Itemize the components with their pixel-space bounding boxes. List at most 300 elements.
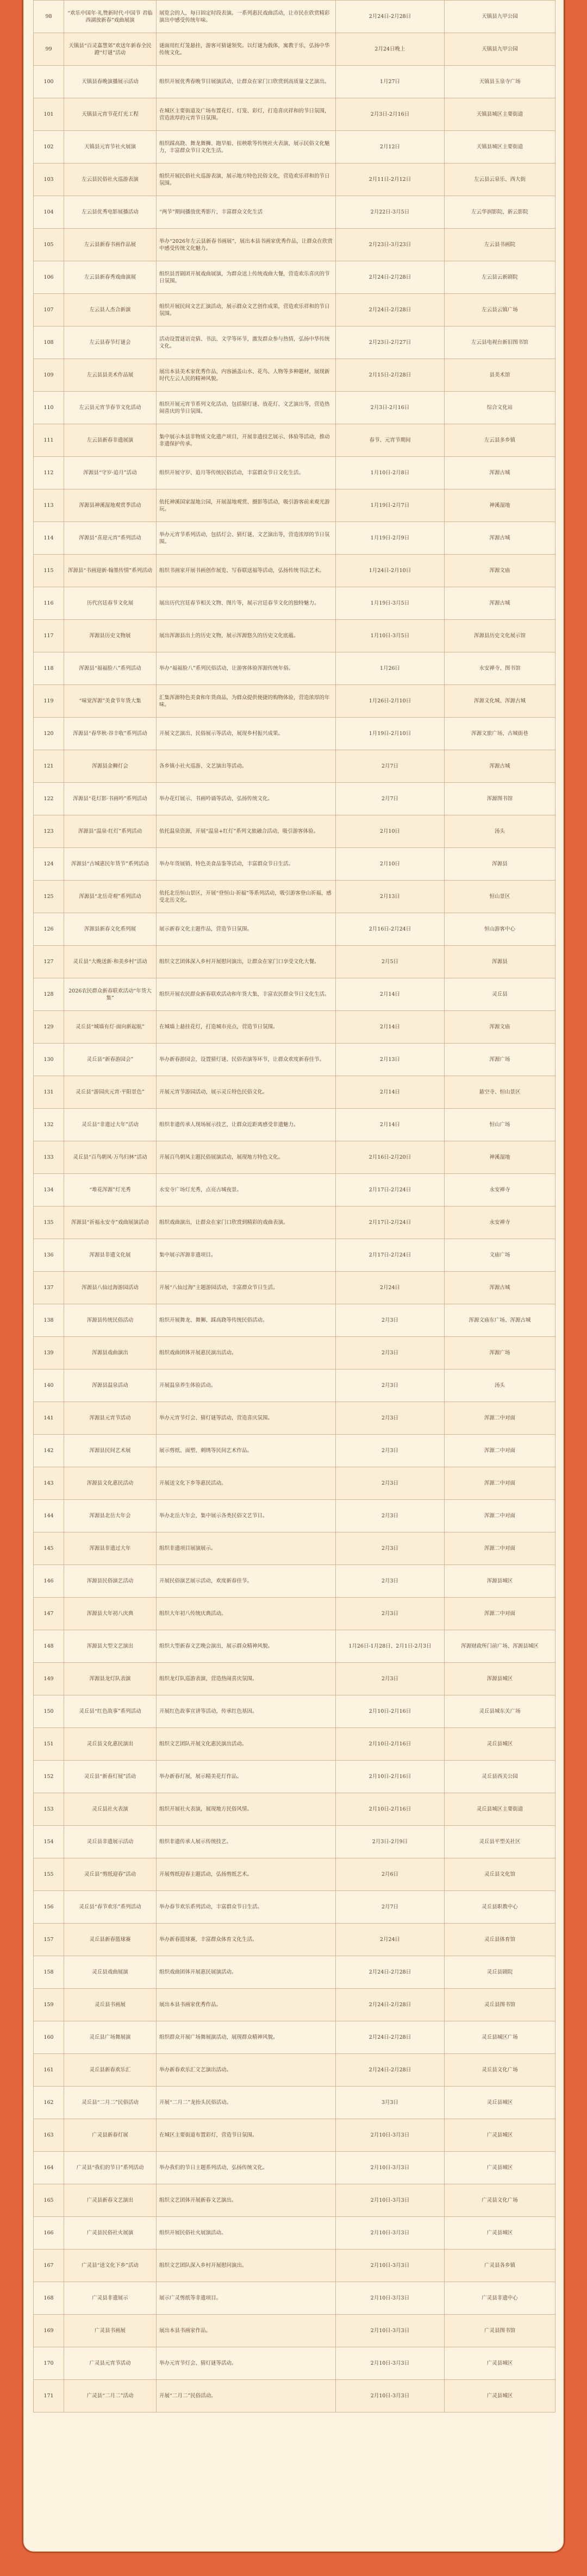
activity-name: 浑源县历史文物展 [64,620,157,652]
activity-time: 2月24日-2月28日 [336,1956,445,1989]
table-row [34,815,555,848]
activity-description: 开展民俗演艺展示活动，欢度新春佳节。 [157,1565,336,1598]
activity-name: 广灵县非遗展示 [64,2282,157,2315]
activity-time: 1月26日-2月10日 [336,685,445,718]
table-row [34,2119,555,2152]
activity-description: 组织文艺团队深入乡村开展慰问演出。 [157,2250,336,2282]
table-row [34,1109,555,1141]
activity-time: 2月3日 [336,1435,445,1467]
table-row [34,1858,555,1891]
activity-name: 左云县县美术作品展 [64,359,157,392]
activity-description: 在城区主要街道布置彩灯，营造节日氛围。 [157,2119,336,2152]
row-number: 142 [34,1435,64,1467]
row-number: 100 [34,66,64,98]
table-row [34,1044,555,1076]
activity-time: 2月3日 [336,1337,445,1369]
activity-name: 灵丘县书画展 [64,1989,157,2021]
row-number: 107 [34,294,64,326]
activity-time: 2月24日 [336,1272,445,1304]
table-row [34,1239,555,1272]
activity-time: 2月5日 [336,946,445,978]
table-row [34,620,555,652]
activity-name: 广灵县元宵节活动 [64,2347,157,2380]
activity-name: 浑源县民俗演艺活动 [64,1565,157,1598]
activity-time: 2月10日-3月3日 [336,2217,445,2250]
table-row [34,424,555,457]
activity-time: 2月14日 [336,1109,445,1141]
activity-name: 浑源县非遗文化展 [64,1239,157,1272]
activity-time: 1月26日 [336,652,445,685]
row-number: 108 [34,326,64,359]
activity-description: 各乡镇小社火巡游、文艺演出等活动。 [157,750,336,783]
activity-time: 2月10日-3月3日 [336,2250,445,2282]
activity-description: 开展送文化下乡等惠民活动。 [157,1467,336,1500]
activity-description: 举办元宵节灯会、猜灯谜等活动。 [157,2347,336,2380]
activity-place: 广灵县非遗中心 [445,2282,555,2315]
activity-description: 举办年货展销、特色美食品鉴等活动，丰富群众节日生活。 [157,848,336,881]
activity-description: 举办“2026年左云县新春书画展”，展出本县书画家优秀作品，让群众在欣赏中感受传统文化魅力。 [157,229,336,261]
activity-place: 浑源古城 [445,587,555,620]
activity-name: 广灵县“二月二”活动 [64,2380,157,2412]
activity-name: 灵丘县文化惠民演出 [64,1728,157,1761]
row-number: 157 [34,1924,64,1956]
activity-name: 浑源县“花灯影·书画吟”系列活动 [64,783,157,815]
activity-name: “欢乐中国年·礼赞新时代·中国节 君临西湖放新春”戏曲展演 [64,1,157,33]
activity-place: 天镇县九甲公园 [445,33,555,66]
table-row [34,1793,555,1826]
row-number: 154 [34,1826,64,1858]
row-number: 151 [34,1728,64,1761]
row-number: 129 [34,1011,64,1044]
row-number: 147 [34,1598,64,1630]
row-number: 148 [34,1630,64,1663]
activity-description: 组织开展守岁、追月等传统民俗活动，丰富群众节日文化生活。 [157,457,336,489]
row-number: 98 [34,1,64,33]
row-number: 127 [34,946,64,978]
table-row [34,1761,555,1793]
activity-time: 2月23日-2月27日 [336,326,445,359]
activity-place: 左云华润影院、新云影院 [445,196,555,229]
table-row [34,2087,555,2119]
table-row [34,1207,555,1239]
activity-name: 灵丘县“春节欢乐”系列活动 [64,1891,157,1924]
activity-time: 2月17日-2月24日 [336,1174,445,1207]
row-number: 144 [34,1500,64,1532]
activity-place: 广灵县各乡镇 [445,2250,555,2282]
activity-time: 2月17日-2月24日 [336,1207,445,1239]
activity-place: 神溪湿地 [445,1141,555,1174]
table-row [34,1500,555,1532]
row-number: 162 [34,2087,64,2119]
table-row [34,1141,555,1174]
activity-time: 2月12日 [336,131,445,164]
table-row [34,1369,555,1402]
activity-description: 开展剪纸迎春主题活动，弘扬剪纸艺术。 [157,1858,336,1891]
row-number: 105 [34,229,64,261]
activity-place: 灵丘县剧院 [445,1956,555,1989]
row-number: 170 [34,2347,64,2380]
table-row [34,2054,555,2087]
activity-description: 开展元宵节游园活动，展示灵丘特色民俗文化。 [157,1076,336,1109]
row-number: 114 [34,522,64,555]
activity-time: 2月3日 [336,1598,445,1630]
activity-time: 3月3日 [336,2087,445,2119]
activity-description: 组织戏曲演出，让群众在家门口欣赏到精彩的戏曲表演。 [157,1207,336,1239]
activity-time: 春节、元宵节期间 [336,424,445,457]
table-row [34,1,555,33]
activity-description: 开展“二月二”民俗活动。 [157,2380,336,2412]
activity-description: 展示新春文化主题作品，营造节日氛围。 [157,913,336,946]
activity-name: 广灵县新春文艺演出 [64,2184,157,2217]
activity-place: 左云县多乡镇 [445,424,555,457]
activity-time: 2月6日 [336,1858,445,1891]
activity-description: 组织文艺团体开展新春文艺演出。 [157,2184,336,2217]
activity-time: 2月3日-2月16日 [336,392,445,424]
table-row [34,294,555,326]
activity-time: 2月10日 [336,815,445,848]
activity-name: 浑源县文化惠民活动 [64,1467,157,1500]
activity-time: 2月10日-3月3日 [336,2380,445,2412]
activity-place: 浑源二中对面 [445,1467,555,1500]
activity-place: 广灵县城区 [445,2380,555,2412]
activity-description: 组织大型新春文艺晚会演出，展示群众精神风貌。 [157,1630,336,1663]
activity-time: 2月10日-3月3日 [336,2282,445,2315]
activity-place: 永安禅寺、图书馆 [445,652,555,685]
row-number: 106 [34,261,64,294]
activity-name: 灵丘县“百鸟朝凤·万鸟归林”活动 [64,1141,157,1174]
table-row [34,261,555,294]
table-row [34,2347,555,2380]
row-number: 109 [34,359,64,392]
activity-name: 浑源县金狮灯会 [64,750,157,783]
activity-description: 组织大年初八传统庆典活动。 [157,1598,336,1630]
activity-place: 天镇县玉泉寺广场 [445,66,555,98]
activity-description: 开展“八仙过海”主题游园活动，丰富群众节日生活。 [157,1272,336,1304]
activity-place: 恒山景区 [445,881,555,913]
row-number: 152 [34,1761,64,1793]
activity-place: 文庙广场 [445,1239,555,1272]
activity-place: 浑源县 [445,848,555,881]
activity-time: 2月10日-3月3日 [336,2152,445,2184]
activity-description: 举办新春游园会，设置猜灯谜、民俗表演等环节，让群众欢度新春佳节。 [157,1044,336,1076]
activity-name: 浑源县神溪湿地观赏季活动 [64,489,157,522]
row-number: 104 [34,196,64,229]
row-number: 113 [34,489,64,522]
row-number: 164 [34,2152,64,2184]
activity-description: 组织非遗传承人展示传统技艺。 [157,1826,336,1858]
table-row [34,1956,555,1989]
activity-time: 2月13日 [336,881,445,913]
activity-time: 1月27日 [336,66,445,98]
activity-name: 左云县新春非遗展演 [64,424,157,457]
activity-time: 2月15日-2月28日 [336,359,445,392]
activity-description: 展览会的人，每日固定时段表演。一系列惠民戏曲活动，让市民在欣赏精彩演出中感受传统年味。 [157,1,336,33]
row-number: 155 [34,1858,64,1891]
activity-name: 天镇县元宵节花灯光工程 [64,98,157,131]
activity-description: 举办北岳大年会，集中展示各类民俗文艺节目。 [157,1500,336,1532]
activity-description: 举办元宵节灯会、猜灯谜等活动，营造喜庆氛围。 [157,1402,336,1435]
activity-time: 2月10日-2月16日 [336,1793,445,1826]
activity-name: 左云县优秀电影展播活动 [64,196,157,229]
row-number: 110 [34,392,64,424]
activity-place: 广灵县文化广场 [445,2184,555,2217]
activity-place: 灵丘县职教中心 [445,1891,555,1924]
activity-place: 广灵县城区 [445,2119,555,2152]
activity-description: 组织踩高跷、舞龙舞狮、跑旱船、扭秧歌等传统社火表演，展示民俗文化魅力，丰富群众节日文化生活。 [157,131,336,164]
activity-place: 浑源文庙 [445,1011,555,1044]
activity-name: 浑源县民间艺术展 [64,1435,157,1467]
table-row [34,881,555,913]
activity-time: 2月10日-2月16日 [336,1761,445,1793]
row-number: 161 [34,2054,64,2087]
activity-place: 左云县书画院 [445,229,555,261]
row-number: 124 [34,848,64,881]
activity-name: 天镇县元宵节社火展演 [64,131,157,164]
table-row [34,2380,555,2412]
row-number: 163 [34,2119,64,2152]
activity-time: 2月24日-2月28日 [336,2054,445,2087]
activity-description: 举办新春欢乐汇文艺演出活动。 [157,2054,336,2087]
row-number: 137 [34,1272,64,1304]
table-row [34,1630,555,1663]
row-number: 167 [34,2250,64,2282]
activity-time: 2月24日-2月28日 [336,261,445,294]
activity-name: 灵丘县“非遗过大年”活动 [64,1109,157,1141]
table-row [34,1565,555,1598]
table-row [34,1728,555,1761]
activity-place: 灵丘县体育馆 [445,1924,555,1956]
activity-description: 组织文艺团体深入乡村开展慰问演出，让群众在家门口享受文化大餐。 [157,946,336,978]
activity-place: 浑源县城区 [445,1663,555,1695]
activity-time: 2月24日-2月28日 [336,2021,445,2054]
events-table [33,0,555,2412]
row-number: 139 [34,1337,64,1369]
activity-description: 永安寺广场灯光秀，点亮古城夜景。 [157,1174,336,1207]
activity-place: 悬空寺、恒山景区 [445,1076,555,1109]
activity-place: 汤头 [445,1369,555,1402]
row-number: 116 [34,587,64,620]
activity-time: 2月14日 [336,1076,445,1109]
activity-name: 灵丘县“游园庆元宵·平阳景色” [64,1076,157,1109]
activity-time: 2月24日晚上 [336,33,445,66]
activity-name: 浑源县大年初八庆典 [64,1598,157,1630]
table-row [34,359,555,392]
table-row [34,131,555,164]
activity-place: 灵丘县城区 [445,1728,555,1761]
table-row [34,326,555,359]
table-row [34,2152,555,2184]
activity-name: 灵丘县“红色故事”系列活动 [64,1695,157,1728]
activity-description: 组织开展民间文艺汇演活动，展示群众文艺创作成果，营造欢乐祥和的节日氛围。 [157,294,336,326]
activity-name: 左云县新春秀戏曲演展 [64,261,157,294]
activity-place: 天镇县城区主要街道 [445,131,555,164]
table-row [34,1174,555,1207]
table-row [34,718,555,750]
activity-place: 永安禅寺 [445,1207,555,1239]
row-number: 158 [34,1956,64,1989]
activity-name: 灵丘县新春欢乐汇 [64,2054,157,2087]
activity-name: 广灵县书画展 [64,2315,157,2347]
activity-time: 2月7日 [336,1891,445,1924]
activity-description: 组织县晋剧团开展戏曲展演，为群众送上传统戏曲大餐，营造欢乐喜庆的节日氛围。 [157,261,336,294]
activity-place: 广灵县城区 [445,2217,555,2250]
activity-time: 2月17日-2月24日 [336,1239,445,1272]
table-row [34,913,555,946]
table-row [34,229,555,261]
activity-name: 浑源县“祈福永安寺”戏曲展演活动 [64,1207,157,1239]
activity-description: 开展百鸟朝凤主题民俗展演活动，展现地方特色文化。 [157,1141,336,1174]
activity-time: 2月3日-2月16日 [336,98,445,131]
activity-name: 灵丘县“新春灯展”活动 [64,1761,157,1793]
table-row [34,1989,555,2021]
table-row [34,1663,555,1695]
activity-name: 浑源县“喜迎元宵”系列活动 [64,522,157,555]
activity-name: 浑源县八仙过海游园活动 [64,1272,157,1304]
activity-description: 展示广灵剪纸等非遗项目。 [157,2282,336,2315]
activity-place: 灵丘县平型关社区 [445,1826,555,1858]
activity-name: 灵丘县“城墙有灯·面向新起航” [64,1011,157,1044]
activity-time: 2月10日-3月3日 [336,2315,445,2347]
activity-description: 举办新春篮球赛，丰富群众体育文化生活。 [157,1924,336,1956]
table-row [34,1272,555,1304]
activity-place: 浑源县 [445,946,555,978]
activity-time: 1月19日-2月7日 [336,489,445,522]
activity-description: 依托神溪国家湿地公园，开展湿地观赏、摄影等活动，吸引游客前来观光游玩。 [157,489,336,522]
row-number: 136 [34,1239,64,1272]
row-number: 126 [34,913,64,946]
table-row [34,66,555,98]
activity-name: 浑源县传统民俗活动 [64,1304,157,1337]
row-number: 128 [34,978,64,1011]
row-number: 121 [34,750,64,783]
activity-name: 广灵县新春灯展 [64,2119,157,2152]
activity-description: 开展“二月二”龙抬头民俗活动。 [157,2087,336,2119]
table-row [34,2250,555,2282]
activity-time: 1月10日-3月5日 [336,620,445,652]
activity-description: 展出本县书画家作品。 [157,2315,336,2347]
activity-name: 左云县新春书画作品展 [64,229,157,261]
activity-time: 2月3日 [336,1663,445,1695]
row-number: 112 [34,457,64,489]
activity-place: 浑源财政所门前广场、浑源县城区 [445,1630,555,1663]
activity-name: 浑源县非遗过大年 [64,1532,157,1565]
row-number: 120 [34,718,64,750]
activity-place: 广灵县城区 [445,2347,555,2380]
activity-time: 2月14日 [336,1011,445,1044]
table-row [34,1435,555,1467]
table-row [34,946,555,978]
activity-place: 浑源广场 [445,1044,555,1076]
row-number: 159 [34,1989,64,2021]
row-number: 101 [34,98,64,131]
activity-place: 浑源二中对面 [445,1435,555,1467]
row-number: 130 [34,1044,64,1076]
activity-name: 灵丘县新春篮球赛 [64,1924,157,1956]
activity-place: 浑源图书馆 [445,783,555,815]
activity-place: 左云县云新剧院 [445,261,555,294]
table-row [34,1891,555,1924]
activity-time: 2月10日-3月3日 [336,2347,445,2380]
activity-place: 左云县云镇广场 [445,294,555,326]
activity-place: 浑源文化城、浑源古城 [445,685,555,718]
table-row [34,978,555,1011]
row-number: 169 [34,2315,64,2347]
table-row [34,2217,555,2250]
activity-place: 灵丘县城区 [445,2087,555,2119]
row-number: 119 [34,685,64,718]
activity-time: 2月3日 [336,1369,445,1402]
activity-place: 县美术馆 [445,359,555,392]
activity-description: 展出本县美术家优秀作品，内容涵盖山水、花鸟、人物等多种题材，展现新时代左云人民的精神风貌。 [157,359,336,392]
activity-time: 1月19日-3月5日 [336,587,445,620]
activity-place: 汤头 [445,815,555,848]
row-number: 168 [34,2282,64,2315]
table-row [34,2282,555,2315]
row-number: 131 [34,1076,64,1109]
table-row [34,457,555,489]
activity-time: 2月3日 [336,1500,445,1532]
activity-name: 浑源县“福福脸八”系列活动 [64,652,157,685]
activity-description: 举办我们的节日主题系列活动，弘扬传统文化。 [157,2152,336,2184]
activity-description: 开展文艺演出、民俗展示等活动，展现乡村振兴成果。 [157,718,336,750]
activity-time: 2月10日-2月16日 [336,1695,445,1728]
row-number: 140 [34,1369,64,1402]
activity-time: 2月14日 [336,978,445,1011]
activity-name: 天镇县“百灵嘉慧郊”欢送年新春全民蹬“灯谜”活动 [64,33,157,66]
activity-place: 浑源古城 [445,457,555,489]
activity-name: 天镇县春晚演播展示活动 [64,66,157,98]
activity-place: 灵丘县 [445,978,555,1011]
activity-time: 2月22日-3月5日 [336,196,445,229]
table-row [34,1402,555,1435]
row-number: 115 [34,555,64,587]
activity-name: 灵丘县“剪纸迎春”活动 [64,1858,157,1891]
activity-name: 灵丘县“大晚送新·和美乡村”活动 [64,946,157,978]
activity-time: 2月3日-2月9日 [336,1826,445,1858]
activity-place: 恒山游客中心 [445,913,555,946]
activity-description: 举办花灯展示、书画吟诵等活动，弘扬传统文化。 [157,783,336,815]
activity-time: 2月3日 [336,1532,445,1565]
activity-time: 2月10日-3月3日 [336,2119,445,2152]
activity-place: 灵丘县城区主要街道 [445,1793,555,1826]
row-number: 117 [34,620,64,652]
row-number: 141 [34,1402,64,1435]
activity-name: 浑源县温泉活动 [64,1369,157,1402]
table-row [34,1337,555,1369]
activity-description: 在城墙上悬挂花灯，打造城市亮点，营造节日氛围。 [157,1011,336,1044]
table-row [34,685,555,718]
activity-time: 2月24日 [336,1924,445,1956]
activity-description: 组织开展农民群众新春联欢活动和年货大集，丰富农民群众节日文化生活。 [157,978,336,1011]
activity-place: 灵丘县文化馆 [445,1858,555,1891]
activity-place: 恒山广场 [445,1109,555,1141]
activity-place: 浑源古城 [445,750,555,783]
activity-description: 举办元宵节系列活动，包括灯会、猜灯谜、文艺演出等，营造浓厚的节日氛围。 [157,522,336,555]
row-number: 145 [34,1532,64,1565]
row-number: 125 [34,881,64,913]
activity-name: 灵丘县戏曲展演 [64,1956,157,1989]
activity-description: 依托温泉资源，开展“温泉+红灯”系列文旅融合活动，吸引游客体验。 [157,815,336,848]
activity-place: 灵丘县图书馆 [445,1989,555,2021]
activity-place: 左云县电视台新旧图书馆 [445,326,555,359]
activity-place: 浑源古城 [445,1272,555,1304]
activity-time: 2月16日-2月24日 [336,913,445,946]
activity-place: 灵丘县城东关广场 [445,1695,555,1728]
activity-description: 举办春节欢乐系列活动，丰富群众节日生活。 [157,1891,336,1924]
activity-place: 浑源二中对面 [445,1402,555,1435]
activity-place: 广灵县图书馆 [445,2315,555,2347]
activity-name: 灵丘县“新春游园会” [64,1044,157,1076]
